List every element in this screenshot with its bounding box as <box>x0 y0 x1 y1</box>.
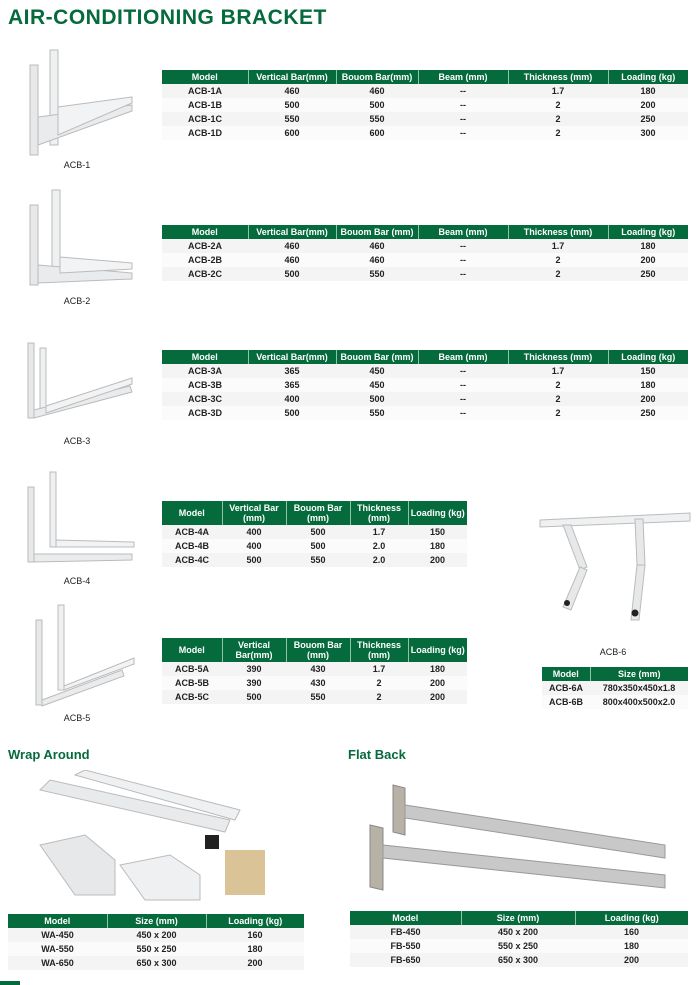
table-cell: 180 <box>575 939 688 953</box>
table-cell: 500 <box>336 98 418 112</box>
table-cell: 300 <box>608 126 688 140</box>
table-header-row <box>162 501 467 525</box>
table-cell: 200 <box>608 98 688 112</box>
table-row <box>162 662 467 676</box>
column-header: Loading (kg) <box>608 225 688 239</box>
table-row <box>350 939 688 953</box>
column-header: Size (mm) <box>461 911 575 925</box>
table-cell: 460 <box>248 253 336 267</box>
table-cell: 550 <box>336 267 418 281</box>
table-row <box>8 942 304 956</box>
column-header: Vertical Bar(mm) <box>248 225 336 239</box>
table-row <box>162 525 467 539</box>
table-cell: 2.0 <box>350 553 408 567</box>
table-row <box>162 676 467 690</box>
table-cell: -- <box>418 253 508 267</box>
table-cell: 500 <box>286 525 350 539</box>
table-cell: 200 <box>608 253 688 267</box>
column-header: Thickness (mm) <box>508 225 608 239</box>
table-row <box>162 112 688 126</box>
table-cell: 400 <box>222 539 286 553</box>
table-cell: ACB-1B <box>162 98 248 112</box>
table-cell: 460 <box>336 239 418 253</box>
column-header: Model <box>162 70 248 84</box>
table-header-row <box>162 225 688 239</box>
table-row <box>162 126 688 140</box>
table-cell: 180 <box>608 378 688 392</box>
table-cell: ACB-2B <box>162 253 248 267</box>
wrap-around-bracket-image <box>35 770 275 905</box>
table-cell: 500 <box>222 690 286 704</box>
table-cell: 430 <box>286 662 350 676</box>
table-cell: FB-450 <box>350 925 461 939</box>
table-cell: 600 <box>336 126 418 140</box>
flat-back-bracket-image <box>365 780 675 900</box>
table-cell: 160 <box>575 925 688 939</box>
table-cell: 780x350x450x1.8 <box>590 681 688 695</box>
table-cell: -- <box>418 98 508 112</box>
table-cell: ACB-2A <box>162 239 248 253</box>
table-cell: 650 x 300 <box>461 953 575 967</box>
acb-6-caption: ACB-6 <box>599 647 627 657</box>
column-header: Model <box>162 350 248 364</box>
table-cell: ACB-5C <box>162 690 222 704</box>
table-cell: 500 <box>336 392 418 406</box>
table-cell: 450 <box>336 364 418 378</box>
table-row <box>162 84 688 98</box>
acb-5-spec-table <box>162 638 467 704</box>
table-row <box>162 378 688 392</box>
table-cell: 2.0 <box>350 539 408 553</box>
acb-5-caption: ACB-5 <box>63 713 91 723</box>
table-row <box>8 928 304 942</box>
acb-5-bracket-image <box>22 600 137 712</box>
table-cell: 365 <box>248 378 336 392</box>
column-header: Vertical Bar(mm) <box>248 70 336 84</box>
table-cell: 500 <box>248 406 336 420</box>
table-cell: -- <box>418 84 508 98</box>
table-row <box>162 239 688 253</box>
column-header: Vertical Bar(mm) <box>222 638 286 662</box>
table-cell: 1.7 <box>508 364 608 378</box>
table-row <box>162 253 688 267</box>
table-cell: 1.7 <box>350 662 408 676</box>
table-cell: 250 <box>608 267 688 281</box>
table-cell: ACB-1C <box>162 112 248 126</box>
table-cell: 200 <box>608 392 688 406</box>
table-header-row <box>162 638 467 662</box>
table-cell: WA-550 <box>8 942 107 956</box>
table-cell: 200 <box>408 690 467 704</box>
flat-back-heading: Flat Back <box>348 747 406 762</box>
acb-3-caption: ACB-3 <box>63 436 91 446</box>
table-cell: 550 <box>336 406 418 420</box>
column-header: Loading (kg) <box>408 501 467 525</box>
table-cell: 400 <box>248 392 336 406</box>
table-cell: ACB-4C <box>162 553 222 567</box>
table-row <box>8 956 304 970</box>
acb-2-bracket-image <box>20 185 135 290</box>
column-header: Bouom Bar (mm) <box>336 225 418 239</box>
table-cell: 2 <box>350 676 408 690</box>
table-row <box>162 267 688 281</box>
column-header: Loading (kg) <box>608 350 688 364</box>
table-header-row <box>162 70 688 84</box>
acb-1-spec-table <box>162 70 688 140</box>
table-cell: 550 x 250 <box>107 942 206 956</box>
table-cell: -- <box>418 378 508 392</box>
table-cell: ACB-4A <box>162 525 222 539</box>
table-cell: -- <box>418 112 508 126</box>
table-cell: 2 <box>508 98 608 112</box>
table-row <box>162 539 467 553</box>
acb-6-spec-table <box>542 667 688 709</box>
table-cell: 200 <box>408 676 467 690</box>
column-header: Model <box>162 501 222 525</box>
table-row <box>162 690 467 704</box>
footer-accent-bar <box>0 981 20 985</box>
column-header: Thickness (mm) <box>508 70 608 84</box>
table-cell: ACB-6B <box>542 695 590 709</box>
table-cell: 2 <box>508 392 608 406</box>
table-cell: ACB-5A <box>162 662 222 676</box>
wrap-around-spec-table <box>8 914 304 970</box>
table-cell: ACB-6A <box>542 681 590 695</box>
acb-4-caption: ACB-4 <box>63 576 91 586</box>
table-cell: ACB-4B <box>162 539 222 553</box>
table-cell: -- <box>418 267 508 281</box>
column-header: Loading (kg) <box>408 638 467 662</box>
table-cell: 200 <box>575 953 688 967</box>
table-cell: ACB-5B <box>162 676 222 690</box>
column-header: Model <box>8 914 107 928</box>
column-header: Model <box>542 667 590 681</box>
column-header: Beam (mm) <box>418 350 508 364</box>
table-cell: 365 <box>248 364 336 378</box>
table-cell: 650 x 300 <box>107 956 206 970</box>
column-header: Model <box>350 911 461 925</box>
table-cell: 500 <box>248 98 336 112</box>
table-row <box>162 392 688 406</box>
table-cell: -- <box>418 126 508 140</box>
table-cell: ACB-1A <box>162 84 248 98</box>
table-cell: 430 <box>286 676 350 690</box>
table-cell: 250 <box>608 112 688 126</box>
column-header: Vertical Bar(mm) <box>248 350 336 364</box>
table-cell: 1.7 <box>508 84 608 98</box>
table-cell: 450 x 200 <box>107 928 206 942</box>
column-header: Thickness (mm) <box>350 638 408 662</box>
table-cell: 200 <box>206 956 304 970</box>
table-row <box>542 695 688 709</box>
column-header: Bouom Bar (mm) <box>286 501 350 525</box>
column-header: Thickness (mm) <box>350 501 408 525</box>
table-cell: 180 <box>408 662 467 676</box>
table-cell: 800x400x500x2.0 <box>590 695 688 709</box>
acb-6-bracket-image <box>535 495 693 640</box>
table-cell: 550 x 250 <box>461 939 575 953</box>
table-row <box>350 953 688 967</box>
flat-back-spec-table <box>350 911 688 967</box>
table-cell: 550 <box>286 690 350 704</box>
table-cell: 180 <box>608 84 688 98</box>
table-cell: 500 <box>222 553 286 567</box>
column-header: Beam (mm) <box>418 225 508 239</box>
acb-2-spec-table <box>162 225 688 281</box>
table-row <box>350 925 688 939</box>
table-row <box>162 364 688 378</box>
table-header-row <box>542 667 688 681</box>
table-cell: ACB-2C <box>162 267 248 281</box>
table-cell: WA-450 <box>8 928 107 942</box>
table-cell: ACB-3D <box>162 406 248 420</box>
table-cell: 500 <box>286 539 350 553</box>
table-cell: 550 <box>336 112 418 126</box>
table-row <box>542 681 688 695</box>
table-cell: 460 <box>336 253 418 267</box>
table-header-row <box>8 914 304 928</box>
acb-4-spec-table <box>162 501 467 567</box>
table-cell: 600 <box>248 126 336 140</box>
column-header: Bouom Bar (mm) <box>336 350 418 364</box>
table-cell: 150 <box>408 525 467 539</box>
column-header: Size (mm) <box>107 914 206 928</box>
column-header: Loading (kg) <box>206 914 304 928</box>
table-cell: 2 <box>508 126 608 140</box>
table-cell: -- <box>418 239 508 253</box>
wrap-around-heading: Wrap Around <box>8 747 90 762</box>
table-cell: 180 <box>608 239 688 253</box>
acb-2-caption: ACB-2 <box>63 296 91 306</box>
column-header: Bouom Bar(mm) <box>336 70 418 84</box>
table-cell: 180 <box>206 942 304 956</box>
table-cell: 200 <box>408 553 467 567</box>
acb-3-bracket-image <box>20 318 135 426</box>
table-row <box>162 406 688 420</box>
table-cell: 550 <box>248 112 336 126</box>
table-cell: 2 <box>508 253 608 267</box>
column-header: Model <box>162 638 222 662</box>
acb-3-spec-table <box>162 350 688 420</box>
table-cell: FB-650 <box>350 953 461 967</box>
table-cell: 400 <box>222 525 286 539</box>
table-cell: 390 <box>222 676 286 690</box>
acb-1-caption: ACB-1 <box>63 160 91 170</box>
table-cell: ACB-1D <box>162 126 248 140</box>
table-cell: 2 <box>350 690 408 704</box>
table-cell: ACB-3B <box>162 378 248 392</box>
column-header: Loading (kg) <box>608 70 688 84</box>
table-cell: 550 <box>286 553 350 567</box>
table-row <box>162 553 467 567</box>
table-cell: 450 <box>336 378 418 392</box>
table-cell: 500 <box>248 267 336 281</box>
table-cell: ACB-3A <box>162 364 248 378</box>
table-cell: -- <box>418 364 508 378</box>
table-cell: 450 x 200 <box>461 925 575 939</box>
table-header-row <box>162 350 688 364</box>
table-cell: 1.7 <box>350 525 408 539</box>
table-cell: 390 <box>222 662 286 676</box>
column-header: Loading (kg) <box>575 911 688 925</box>
table-cell: 2 <box>508 406 608 420</box>
column-header: Thickness (mm) <box>508 350 608 364</box>
table-cell: 2 <box>508 267 608 281</box>
table-cell: FB-550 <box>350 939 461 953</box>
column-header: Model <box>162 225 248 239</box>
table-cell: -- <box>418 392 508 406</box>
column-header: Size (mm) <box>590 667 688 681</box>
table-cell: 460 <box>336 84 418 98</box>
table-cell: 460 <box>248 239 336 253</box>
table-cell: 1.7 <box>508 239 608 253</box>
table-cell: 2 <box>508 378 608 392</box>
column-header: Beam (mm) <box>418 70 508 84</box>
table-cell: 250 <box>608 406 688 420</box>
table-cell: -- <box>418 406 508 420</box>
acb-4-bracket-image <box>22 462 137 572</box>
column-header: Vertical Bar (mm) <box>222 501 286 525</box>
table-cell: 2 <box>508 112 608 126</box>
table-cell: 460 <box>248 84 336 98</box>
table-cell: 180 <box>408 539 467 553</box>
table-cell: ACB-3C <box>162 392 248 406</box>
page-title: AIR-CONDITIONING BRACKET <box>8 6 327 29</box>
column-header: Bouom Bar (mm) <box>286 638 350 662</box>
table-row <box>162 98 688 112</box>
table-cell: 160 <box>206 928 304 942</box>
table-header-row <box>350 911 688 925</box>
acb-1-bracket-image <box>20 45 135 157</box>
table-cell: 150 <box>608 364 688 378</box>
table-cell: WA-650 <box>8 956 107 970</box>
